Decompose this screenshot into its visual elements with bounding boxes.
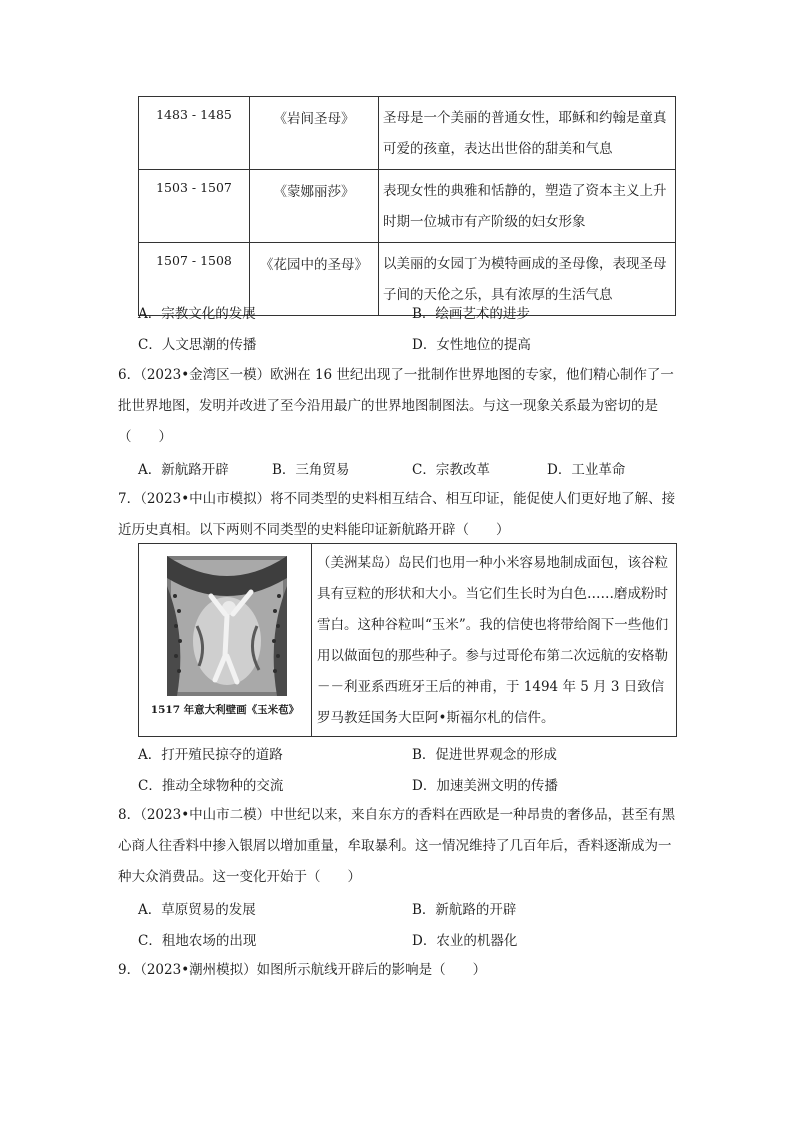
question-7-stem: 7．（2023•中山市模拟）将不同类型的史料相互结合、相互印证，能促使人们更好地了解、接近历史真相。以下两则不同类型的史料能印证新航路开辟（ ） xyxy=(118,491,676,538)
mural-image xyxy=(167,556,287,696)
q7-source-box xyxy=(138,543,677,737)
q7-image-cell xyxy=(139,544,312,736)
artworks-table xyxy=(138,96,676,316)
q5-option-c[interactable]: C．人文思潮的传播 xyxy=(138,337,257,353)
mural-caption: 1517 年意大利壁画《玉米苞》 xyxy=(150,704,300,716)
table-row xyxy=(139,170,676,243)
q8-option-b[interactable]: B．新航路的开辟 xyxy=(412,902,517,918)
q5-option-a[interactable]: A．宗教文化的发展 xyxy=(138,306,256,322)
q8-option-a[interactable]: A．草原贸易的发展 xyxy=(138,902,256,918)
table-cell-years: 1507 - 1508 xyxy=(139,243,250,316)
q7-option-d[interactable]: D．加速美洲文明的传播 xyxy=(412,778,558,794)
question-9-stem: 9．（2023•潮州模拟）如图所示航线开辟后的影响是（ ） xyxy=(118,962,487,978)
table-cell-years: 1483 - 1485 xyxy=(139,97,250,170)
q7-option-a[interactable]: A．打开殖民掠夺的道路 xyxy=(138,747,283,763)
table-cell-years: 1503 - 1507 xyxy=(139,170,250,243)
table-cell-title: 《岩间圣母》 xyxy=(250,97,379,170)
q6-option-a[interactable]: A．新航路开辟 xyxy=(138,462,229,478)
q8-option-c[interactable]: C．租地农场的出现 xyxy=(138,933,257,949)
q8-option-d[interactable]: D．农业的机器化 xyxy=(412,933,518,949)
q6-option-d[interactable]: D．工业革命 xyxy=(547,462,626,478)
question-6-stem: 6．（2023•金湾区一模）欧洲在 16 世纪出现了一批制作世界地图的专家，他们精心制作了一批世界地图，发明并改进了至今沿用最广的世界地图制图法。与这一现象关系最为密切的是（ ） xyxy=(118,367,674,445)
q6-option-c[interactable]: C．宗教改革 xyxy=(412,462,490,478)
q5-option-b[interactable]: B．绘画艺术的进步 xyxy=(412,306,530,322)
table-cell-description: 圣母是一个美丽的普通女性，耶稣和约翰是童真可爱的孩童，表达出世俗的甜美和气息 xyxy=(379,97,676,170)
q5-option-d[interactable]: D．女性地位的提高 xyxy=(412,337,531,353)
q7-option-b[interactable]: B．促进世界观念的形成 xyxy=(412,747,557,763)
question-8-stem: 8．（2023•中山市二模）中世纪以来，来自东方的香料在西欧是一种昂贵的奢侈品，甚至有黑心商人往香料中掺入银屑以增加重量，牟取暴利。这一情况维持了几百年后，香料逐渐成为一种大众消费品。这一变化开始于（ ） xyxy=(118,807,676,885)
q7-source-text: （美洲某岛）岛民们也用一种小米容易地制成面包，该谷粒具有豆粒的形状和大小。当它们生长时为白色……磨成粉时雪白。这种谷粒叫“玉米”。我的信使也将带给阁下一些他们用以做面包的那些种子。参与过哥伦布第二次远航的安格勒－－利亚系西班牙王后的神甫，于 1494 年 5 月 3 日致信罗马教廷国务大臣阿•斯福尔札的信件。 xyxy=(317,555,669,726)
table-cell-description: 表现女性的典雅和恬静的，塑造了资本主义上升时期一位城市有产阶级的妇女形象 xyxy=(379,170,676,243)
table-row xyxy=(139,97,676,170)
table-cell-description: 以美丽的女园丁为模特画成的圣母像，表现圣母子间的天伦之乐，具有浓厚的生活气息 xyxy=(379,243,676,316)
q6-option-b[interactable]: B．三角贸易 xyxy=(272,462,350,478)
table-cell-title: 《蒙娜丽莎》 xyxy=(250,170,379,243)
table-cell-title: 《花园中的圣母》 xyxy=(250,243,379,316)
q7-option-c[interactable]: C．推动全球物种的交流 xyxy=(138,778,284,794)
